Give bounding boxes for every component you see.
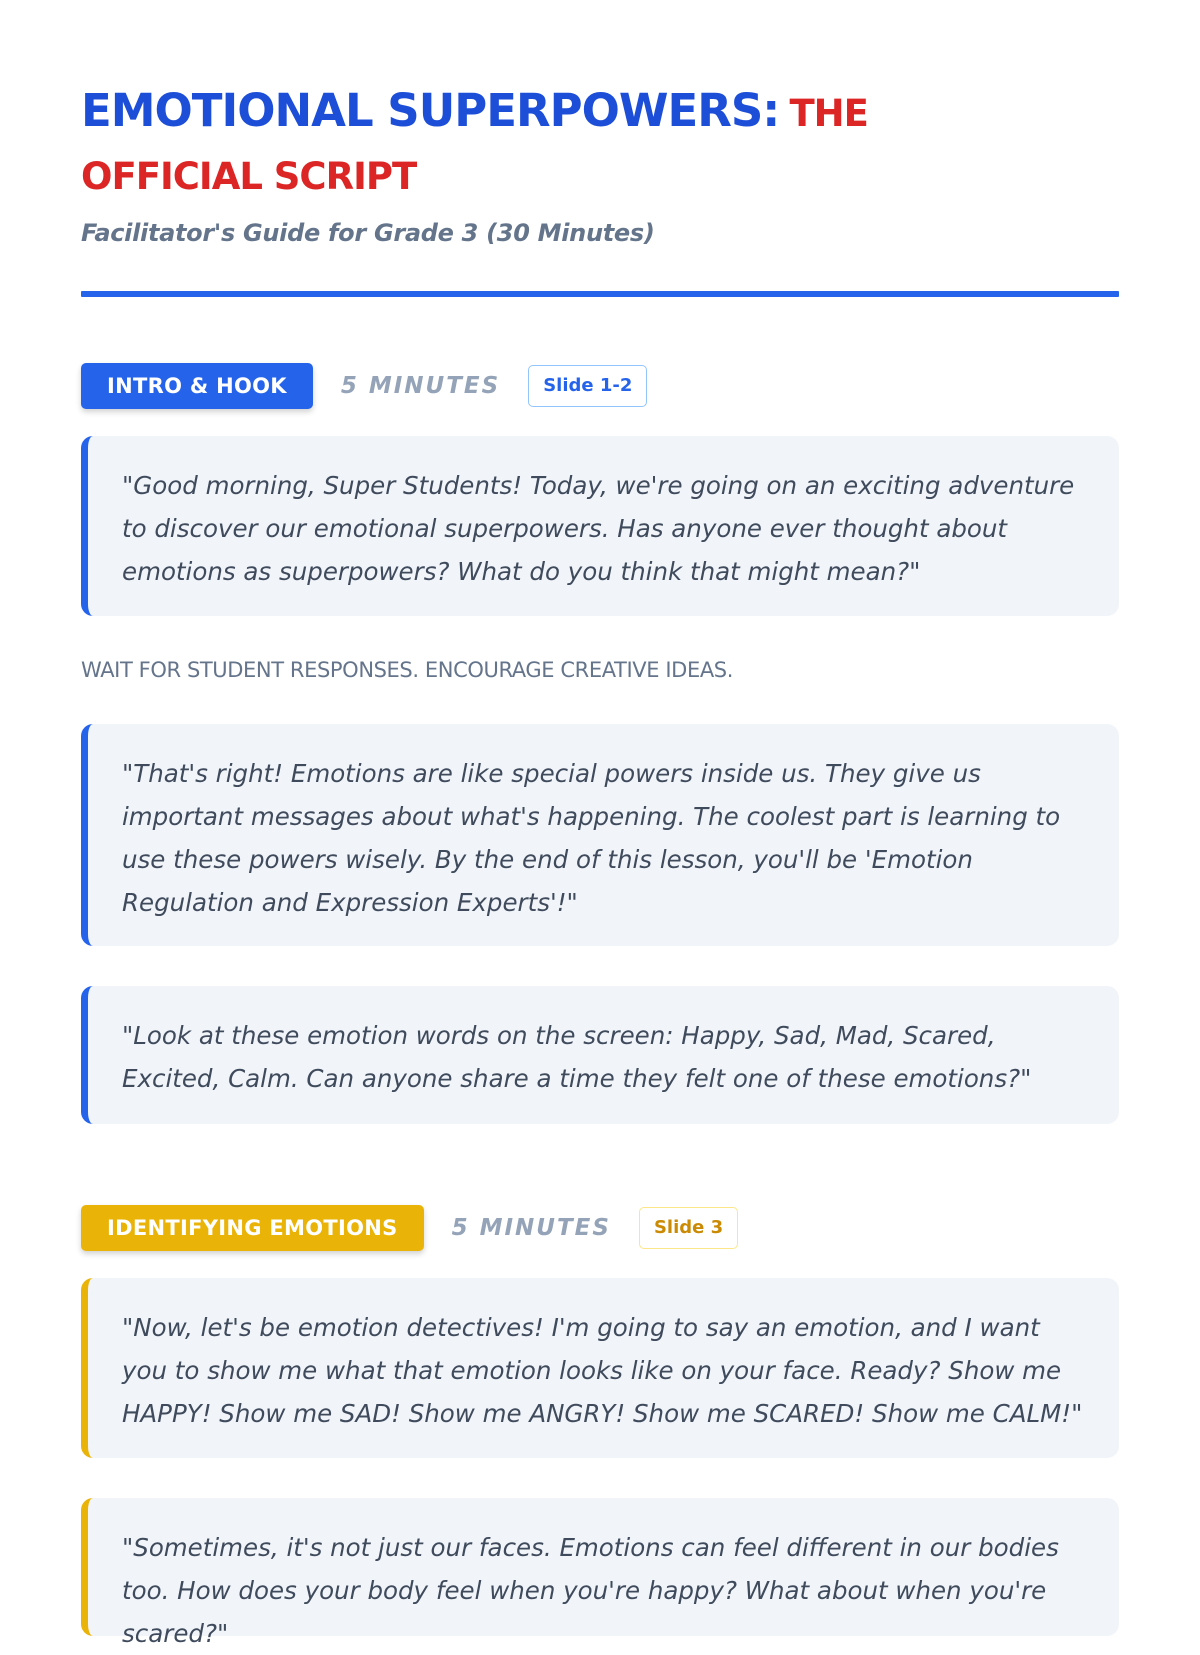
page-header bbox=[81, 80, 1119, 297]
script-quote bbox=[81, 1498, 1119, 1648]
header-divider bbox=[81, 291, 1119, 297]
script-quote-text: "Now, let's be emotion detectives! I'm going to say an emotion, and I want you to show me what that emotion looks like on your face. Ready? Show me HAPPY! Show me SAD! Show me ANGRY! Show me SCARED! Show me CALM!" bbox=[122, 1313, 1083, 1428]
script-quote-text: "Sometimes, it's not just our faces. Emotions can feel different in our bodies too. How does your body feel when you're happy? What about when you're scared?" bbox=[122, 1533, 1059, 1648]
section-duration: 5 MINUTES bbox=[340, 373, 501, 399]
slide-reference-tag: Slide 3 bbox=[639, 1207, 738, 1249]
script-quote bbox=[81, 1278, 1119, 1458]
script-quote bbox=[81, 436, 1119, 616]
script-quote-text: "Look at these emotion words on the screen: Happy, Sad, Mad, Scared, Excited, Calm. Can anyone share a time they felt one of these emotions?" bbox=[122, 1021, 1032, 1093]
facilitator-note: WAIT FOR STUDENT RESPONSES. ENCOURAGE CREATIVE IDEAS. bbox=[81, 658, 733, 682]
section-header bbox=[81, 362, 1119, 410]
section-label-badge: IDENTIFYING EMOTIONS bbox=[81, 1205, 424, 1251]
page-title bbox=[81, 80, 1119, 209]
section-label-badge: INTRO & HOOK bbox=[81, 363, 313, 409]
title-accent: THE bbox=[789, 92, 868, 135]
script-quote bbox=[81, 724, 1119, 946]
section-duration: 5 MINUTES bbox=[451, 1215, 611, 1241]
title-main: EMOTIONAL SUPERPOWERS: bbox=[81, 84, 780, 137]
slide-reference-tag: Slide 1-2 bbox=[528, 365, 647, 407]
script-quote bbox=[81, 986, 1119, 1124]
page-subtitle: Facilitator's Guide for Grade 3 (30 Minutes) bbox=[81, 219, 655, 247]
script-quote-text: "Good morning, Super Students! Today, we're going on an exciting adventure to discover our emotional superpowers. Has anyone ever thought about emotions as superpowers? What do you think that might mean?" bbox=[122, 471, 1075, 586]
section-header bbox=[81, 1204, 1119, 1252]
title-accent-line2: OFFICIAL SCRIPT bbox=[81, 155, 417, 198]
script-quote-text: "That's right! Emotions are like special powers inside us. They give us important messages about what's happening. The coolest part is learning to use these powers wisely. By the end of this lesson, you'll be 'Emotion Regulation and Expression Experts'!" bbox=[122, 759, 1061, 917]
section-intro-hook bbox=[81, 362, 1119, 1124]
section-identifying-emotions bbox=[81, 1204, 1119, 1648]
